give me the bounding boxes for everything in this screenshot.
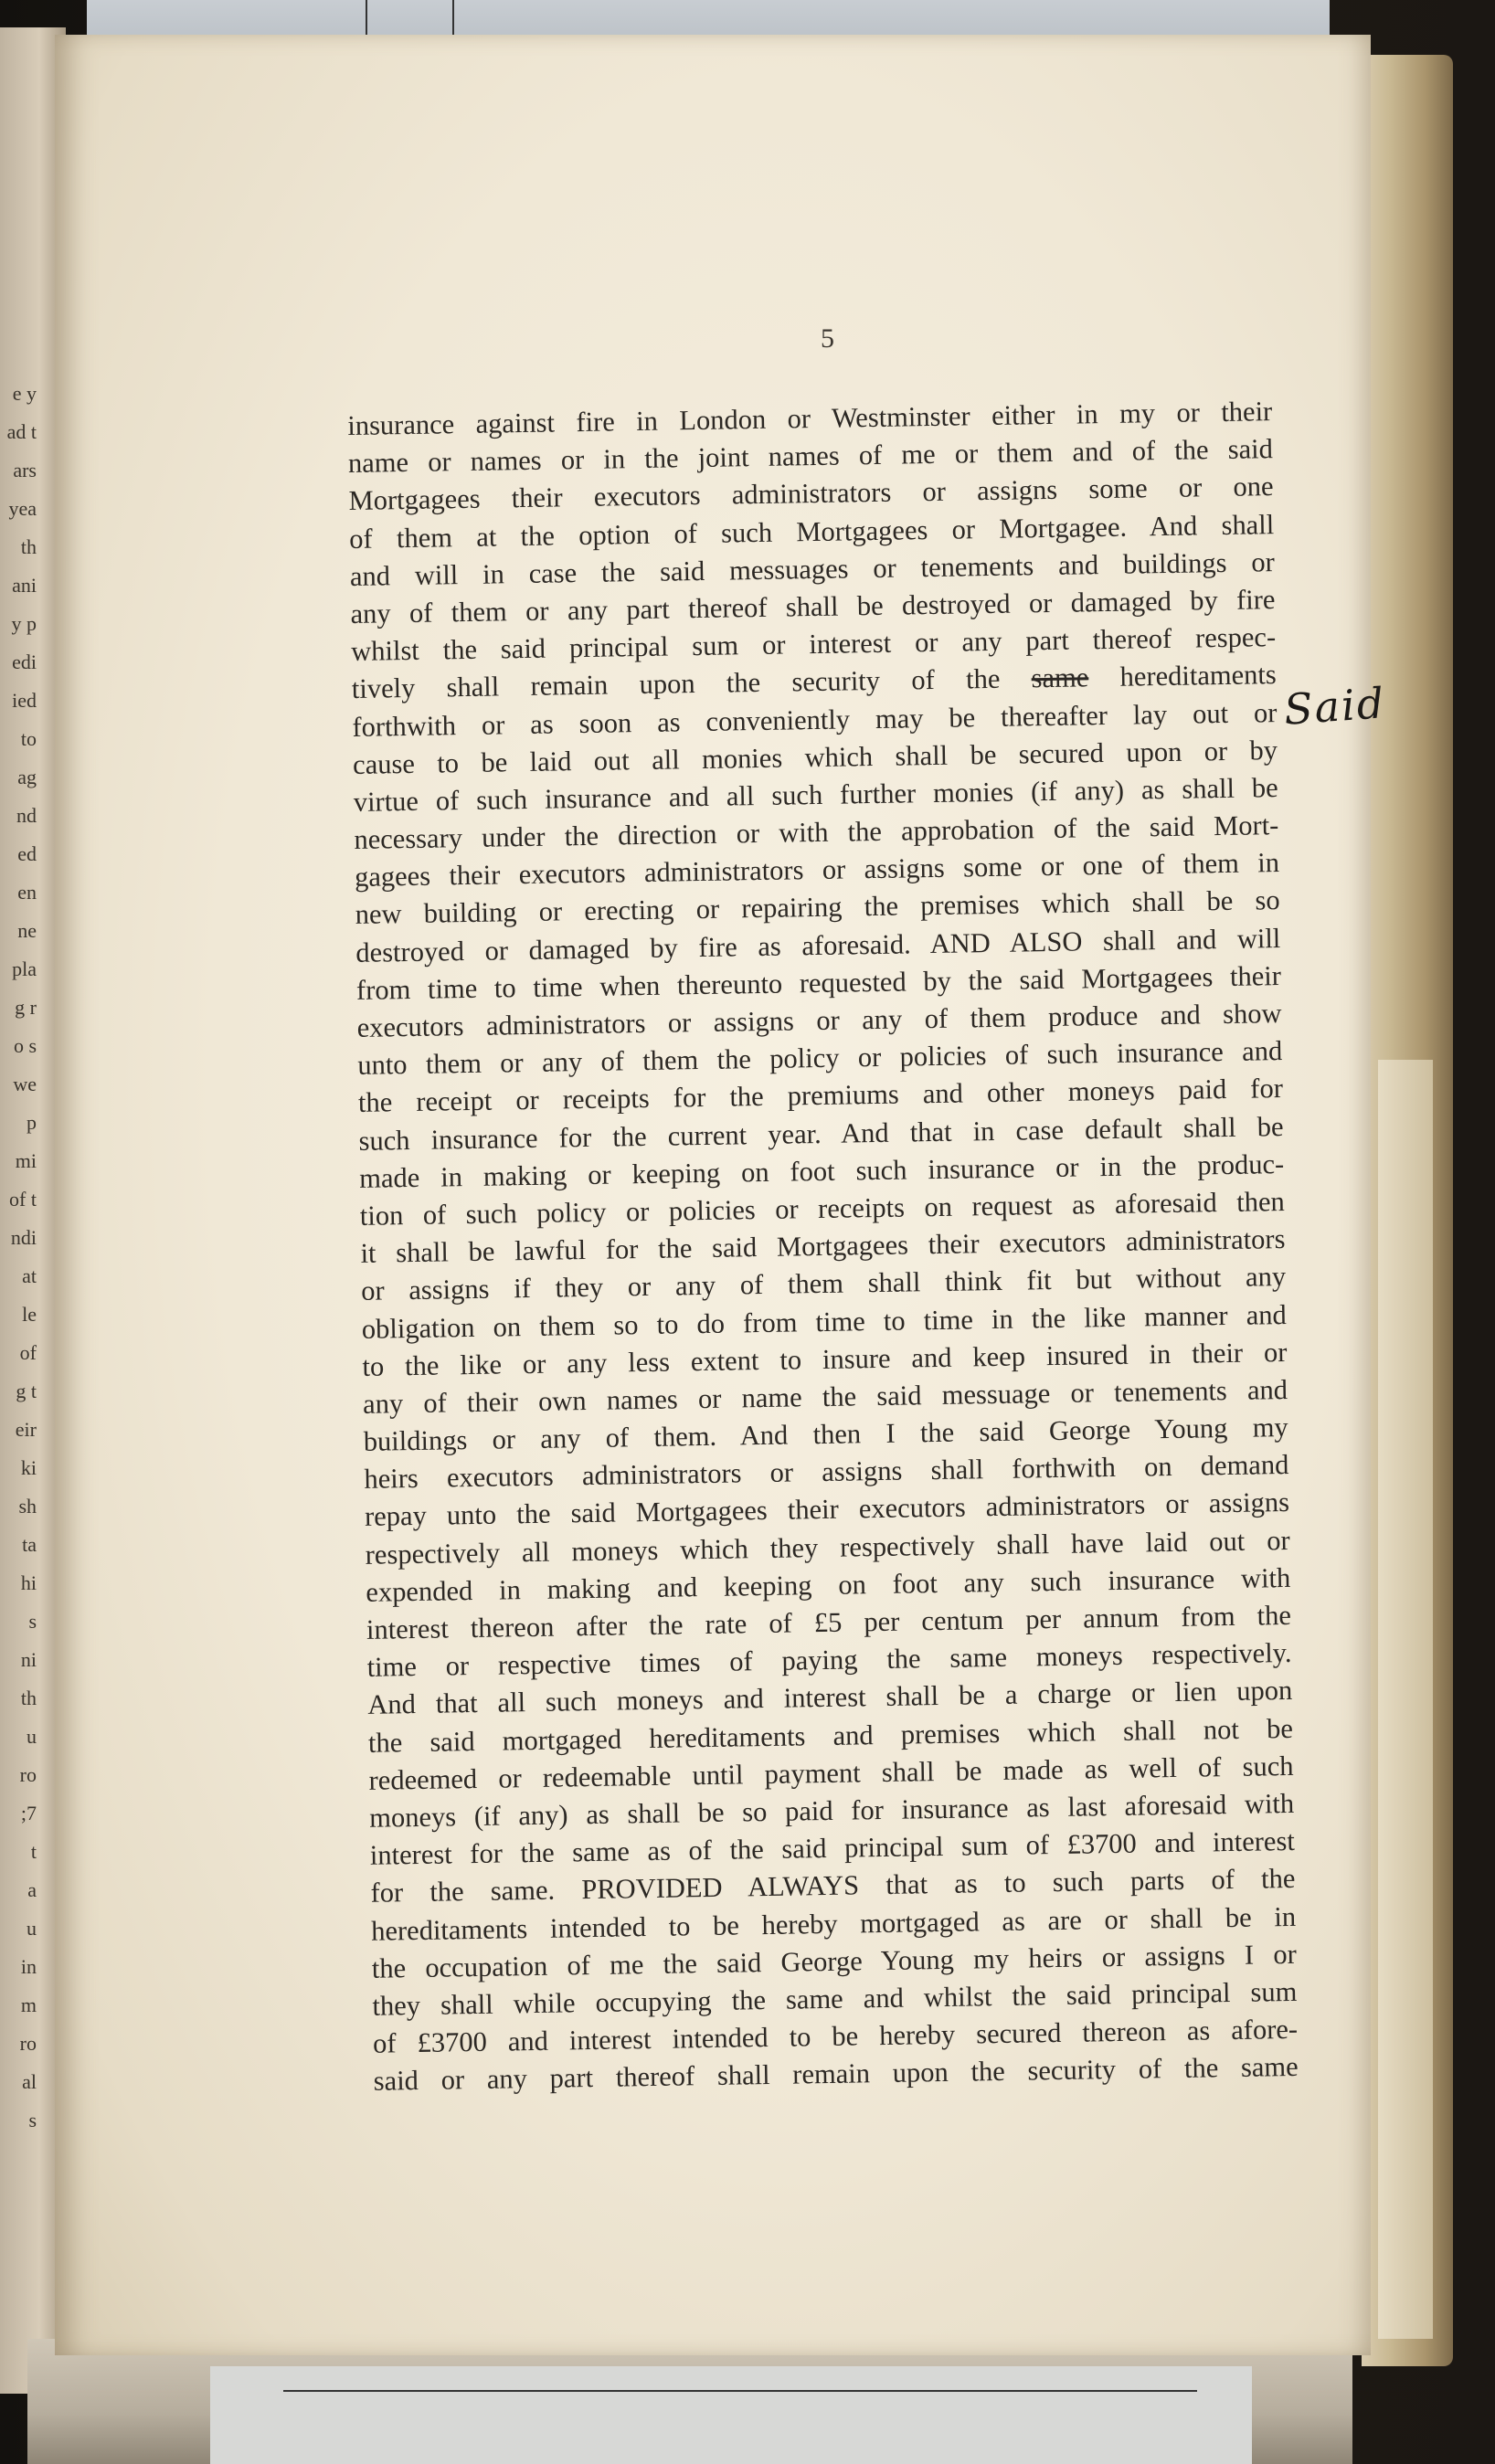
text-line: virtue of such insurance and all such further monies (if any) as shall be [353,771,1278,818]
text-line: any of them or any part thereof shall be destroyed or damaged by fire [350,584,1276,629]
left-fragment: ani [12,574,37,597]
left-fragment: p [27,1111,37,1134]
text-line: of them at the option of such Mortgagees or Mortgagee. And shall [348,508,1275,555]
text-line: destroyed or damaged by fire as aforesaid. AND ALSO shall and will [355,922,1281,968]
struck-line-before: tively shall remain upon the security of the [351,662,1032,705]
text-line: insurance against fire in London or Westminster either in my or their [347,396,1273,441]
struck-line-after: hereditaments [1088,659,1277,693]
left-fragment: u [27,1917,37,1940]
text-line: tion of such policy or policies or receipts on request as aforesaid then [359,1185,1286,1232]
left-fragment: ed [17,842,37,865]
left-fragment: of [19,1341,37,1364]
text-line: they shall while occupying the same and whilst the said principal sum [372,1975,1298,2022]
text-line: obligation on them so to do from time to time in the like manner and [361,1298,1287,1345]
text-line: name or names or in the joint names of me or them and of the said [347,433,1274,480]
left-fragment: s [28,1610,37,1633]
text-line: Mortgagees their executors administrators or assigns some or one [348,471,1274,517]
left-fragment: eir [15,1418,37,1441]
left-fragment: yea [8,497,37,520]
left-fragment: mi [15,1149,37,1172]
left-fragment: s [28,2109,37,2131]
left-fragment: ndi [10,1226,37,1249]
left-fragment: we [13,1073,37,1095]
text-line: whilst the said principal sum or interest or any part thereof respec- [350,621,1277,668]
left-fragment: edi [12,650,37,673]
text-line: unto them or any of them the policy or policies of such insurance and [357,1035,1283,1082]
left-fragment: ne [17,919,37,942]
left-fragment: o s [13,1034,37,1057]
left-fragment: pla [12,957,37,980]
left-page-text-fragments [0,375,37,2140]
underlying-paper-bottom [210,2366,1252,2464]
text-line: it shall be lawful for the said Mortgagees their executors administrators [360,1223,1286,1270]
text-line: repay unto the said Mortgagees their executors administrators or assigns [364,1486,1290,1533]
left-fragment: to [20,727,37,750]
text-line: the receipt or receipts for the premiums and other moneys paid for [357,1073,1284,1119]
text-line: of £3700 and interest intended to be hereby secured thereon as afore- [372,2013,1299,2059]
left-fragment: sh [18,1495,37,1518]
page-body-text [347,393,1299,2100]
text-line: interest for the same as of the said principal sum of £3700 and interest [369,1825,1296,1871]
left-fragment: t [30,1840,37,1863]
text-line: buildings or any of them. And then I the said George Young my [363,1412,1288,1457]
left-fragment: ars [13,459,37,481]
left-fragment: at [22,1264,37,1287]
text-line: for the same. PROVIDED ALWAYS that as to such parts of the [370,1863,1296,1909]
text-line: gagees their executors administrators or assigns some or one of them in [354,847,1280,894]
left-fragment: g r [15,996,37,1019]
text-line: to the like or any less extent to insure and keep insured in their or [362,1336,1288,1382]
left-fragment: in [20,1955,37,1978]
left-fragment: en [17,881,37,904]
left-fragment: ad t [6,420,37,443]
left-fragment: ro [19,1763,37,1786]
left-fragment: th [20,1687,37,1709]
inserted-leaf-edge [1378,1060,1433,2339]
text-line: time or respective times of paying the same moneys respectively. [366,1637,1292,1684]
left-fragment: ni [20,1648,37,1671]
left-fragment: hi [20,1571,37,1594]
text-line: any of their own names or name the said messuage or tenements and [362,1373,1288,1420]
left-fragment: g t [16,1380,37,1402]
text-line: expended in making and keeping on foot any such insurance with [366,1561,1291,1608]
left-fragment: m [20,1993,37,2016]
text-line: or assigns if they or any of them shall think fit but without any [360,1261,1287,1307]
document-page [55,35,1387,2355]
text-line: such insurance for the current year. And that in case default shall be [358,1110,1284,1157]
left-fragment: a [27,1878,37,1901]
left-fragment: nd [16,804,37,827]
text-line: the occupation of me the said George Young my heirs or assigns I or [371,1938,1297,1984]
text-line: from time to time when thereunto requested by the said Mortgagees their [355,959,1282,1006]
text-line: And that all such moneys and interest shall be a charge or lien upon [367,1675,1293,1721]
text-line: moneys (if any) as shall be so paid for insurance as last aforesaid with [368,1787,1295,1834]
text-line: hereditaments intended to be hereby mortgaged as are or shall be in [370,1900,1297,1947]
text-line: and will in case the said messuages or tenements and buildings or [349,545,1276,592]
left-fragment: ki [20,1456,37,1479]
struck-word: same [1031,661,1089,694]
left-fragment: ro [19,2032,37,2055]
left-fragment: ;7 [20,1802,37,1824]
text-line: executors administrators or assigns or any of them produce and show [356,998,1282,1043]
text-line: made in making or keeping on foot such insurance or in the produc- [358,1147,1285,1194]
text-line: forthwith or as soon as conveniently may be thereafter lay out or [352,696,1278,743]
text-line: redeemed or redeemable until payment shall be made as well of such [368,1750,1294,1796]
text-line: said or any part thereof shall remain upon the security of the same [373,2051,1299,2098]
left-fragment: of t [9,1188,37,1211]
left-fragment: le [22,1303,37,1326]
left-fragment: ta [22,1533,37,1556]
left-fragment: u [27,1725,37,1748]
page-number: 5 [821,323,834,354]
left-fragment: y p [11,612,37,635]
text-line: respectively all moneys which they respectively shall have laid out or [365,1524,1290,1570]
text-line: cause to be laid out all monies which shall be secured upon or by [352,734,1278,780]
text-line: the said mortgaged hereditaments and premises which shall not be [367,1712,1294,1759]
left-fragment: e y [12,382,37,405]
left-fragment: th [20,535,37,558]
text-line: interest thereon after the rate of £5 per centum per annum from the [366,1599,1292,1645]
text-line: heirs executors administrators or assigns shall forthwith on demand [364,1449,1289,1496]
text-line: new building or erecting or repairing the premises which shall be so [355,884,1280,931]
left-fragment: al [22,2070,37,2093]
handwritten-margin-note: Said [1282,678,1387,735]
text-line: necessary under the direction or with the approbation of the said Mort- [354,809,1279,856]
left-fragment: ied [12,689,37,712]
left-fragment: ag [17,766,37,788]
